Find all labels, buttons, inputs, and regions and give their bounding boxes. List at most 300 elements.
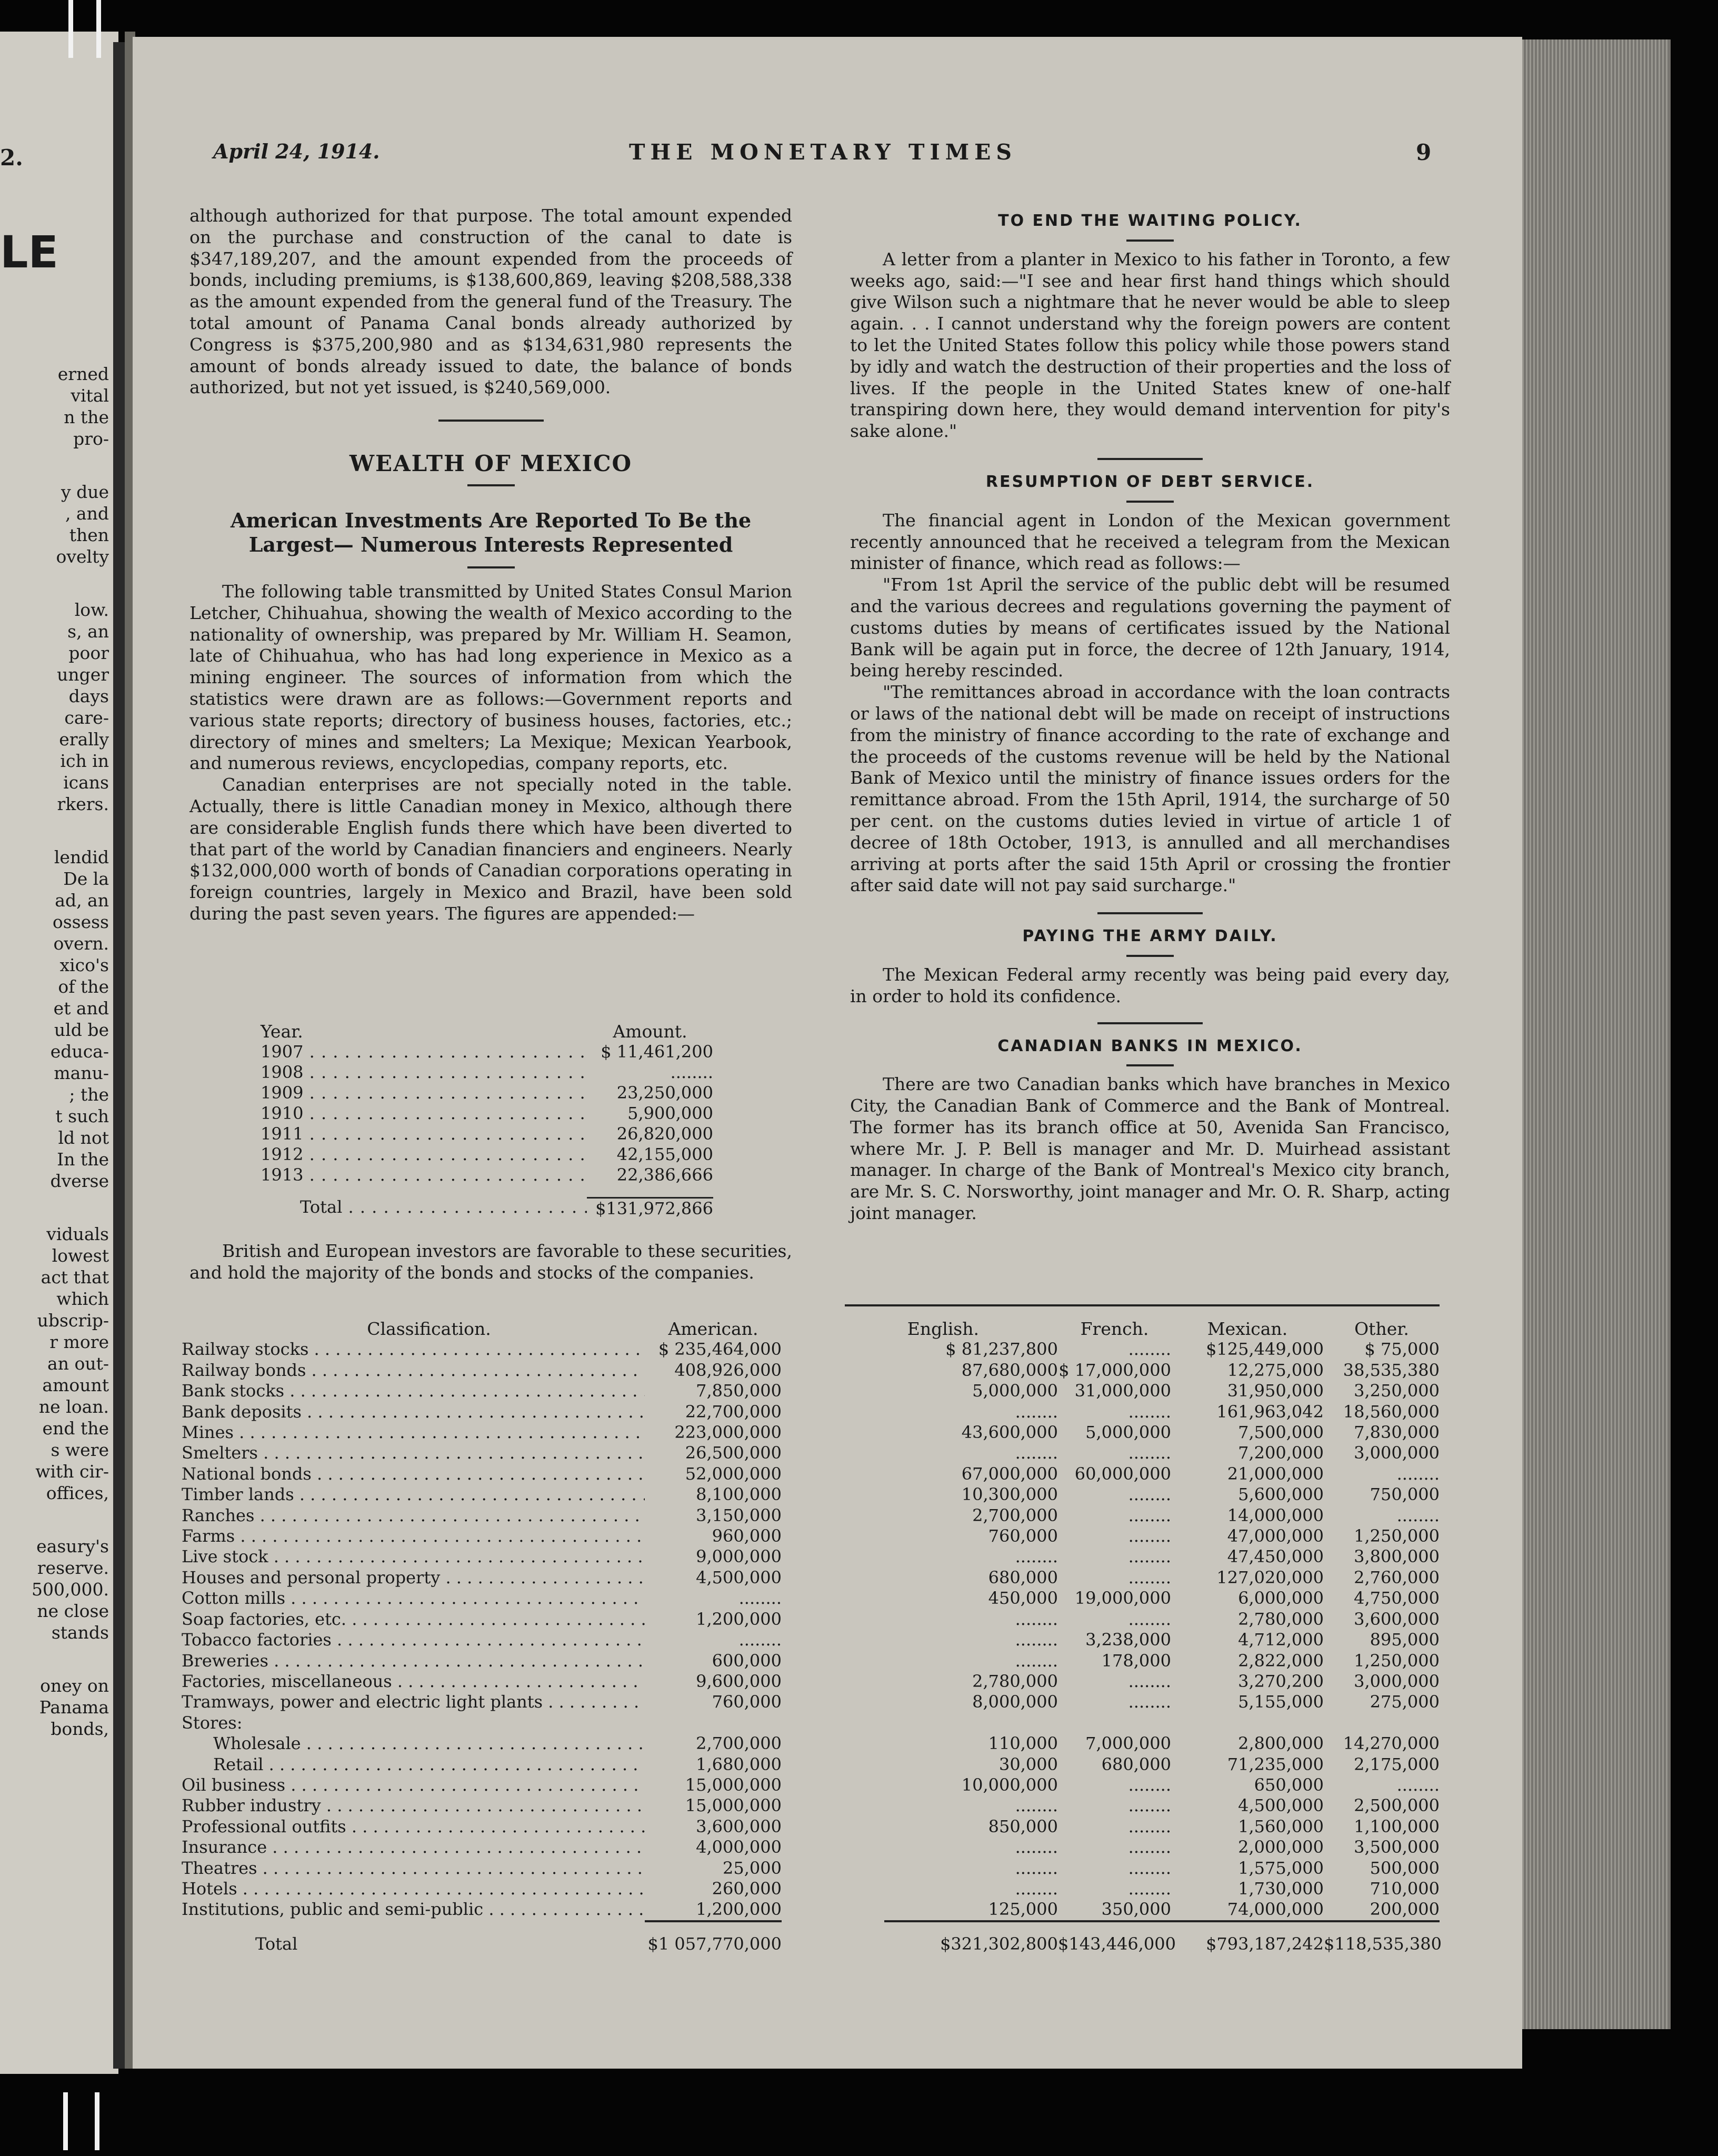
classification-cell: Soap factories, etc. . . .	[182, 1609, 645, 1630]
french-cell	[1058, 1713, 1171, 1733]
other-cell: 500,000	[1370, 1858, 1440, 1878]
english-cell: ........	[1015, 1546, 1058, 1567]
french-cell: $ 17,000,000	[1058, 1360, 1171, 1380]
english-cell: 760,000	[988, 1526, 1058, 1546]
english-cell: ........	[1015, 1630, 1058, 1650]
english-cell: ........	[1015, 1650, 1058, 1671]
french-cell: ........	[1128, 1339, 1171, 1360]
classification-cell: Live stock . . .	[182, 1546, 645, 1567]
english-cell: 10,300,000	[961, 1484, 1058, 1505]
previous-page-number: 2.	[0, 145, 23, 171]
table-row	[182, 1899, 1445, 1920]
previous-page-line: s, an	[67, 621, 109, 642]
mexican-cell: 47,000,000	[1227, 1526, 1324, 1546]
other-cell: 1,100,000	[1354, 1816, 1440, 1836]
french-cell: 3,238,000	[1085, 1630, 1171, 1650]
page-number: 9	[1416, 139, 1432, 165]
classification-cell: Railway stocks . . .	[182, 1339, 645, 1360]
previous-page-line: ubscrip-	[37, 1310, 109, 1331]
english-cell: 30,000	[999, 1754, 1058, 1774]
other-cell: 710,000	[1370, 1878, 1440, 1899]
section-paragraph: A letter from a planter in Mexico to his father in Toronto, a few weeks ago, said:—"I see and hear first hand things which should give Wilson such a nightmare that he never would be able to sleep again. . . I cannot understand why the foreign powers are content to let the United States follow this policy while those powers stand by idly and watch the destruction of their properties and the loss of lives. If the people in the United States knew of one-half transpiring down here, they would demand intervention for pity's sake alone."	[850, 248, 1450, 442]
previous-page-line: oney on	[40, 1675, 109, 1696]
american-cell: 960,000	[712, 1526, 782, 1546]
table-row	[182, 1713, 1445, 1733]
previous-page-line: unger	[57, 664, 109, 685]
previous-page-line: De la	[63, 869, 109, 889]
section-paragraph: The Mexican Federal army recently was being paid every day, in order to hold its confidence.	[850, 964, 1450, 1006]
other-cell: 1,250,000	[1354, 1650, 1440, 1671]
classification-cell: Farms . . .	[182, 1526, 645, 1546]
total-other: $118,535,380	[1324, 1933, 1442, 1954]
previous-page-line: lendid	[54, 847, 109, 867]
mexican-cell: 1,730,000	[1238, 1878, 1324, 1899]
section-paragraph: The financial agent in London of the Mexican government recently announced that he received a telegram from the Mexican minister of finance, which read as follows:—	[850, 510, 1450, 574]
american-cell: 600,000	[712, 1650, 782, 1671]
table-row	[261, 1042, 713, 1062]
previous-page-line: ossess	[52, 912, 109, 932]
total-english: $321,302,800	[940, 1933, 1058, 1954]
american-cell: ........	[738, 1588, 782, 1609]
mexican-cell: 21,000,000	[1227, 1463, 1324, 1484]
previous-page-line: s were	[51, 1440, 109, 1460]
french-cell: ........	[1128, 1484, 1171, 1505]
table-row	[261, 1062, 713, 1083]
french-cell: ........	[1128, 1837, 1171, 1858]
previous-page-line: of the	[58, 976, 109, 997]
classification-cell: Theatres . . .	[182, 1858, 645, 1879]
american-cell: 1,680,000	[696, 1754, 782, 1774]
film-mark	[68, 0, 73, 58]
other-cell: $ 75,000	[1364, 1339, 1440, 1360]
mexican-cell: 5,155,000	[1238, 1692, 1324, 1712]
american-cell: 15,000,000	[685, 1795, 782, 1816]
previous-page-line: ; the	[69, 1084, 109, 1105]
american-cell: 52,000,000	[685, 1463, 782, 1484]
previous-page-line: ovelty	[56, 546, 109, 567]
french-cell: ........	[1128, 1878, 1171, 1899]
mexican-cell: 74,000,000	[1227, 1899, 1324, 1920]
wealth-table	[182, 1319, 1445, 1954]
previous-page-line: y due	[61, 482, 109, 502]
american-cell: 1,200,000	[696, 1899, 782, 1920]
french-cell: ........	[1128, 1609, 1171, 1629]
classification-cell: Insurance . . .	[182, 1837, 645, 1858]
left-column-continued	[189, 1241, 792, 1284]
total-rule	[884, 1920, 1440, 1922]
other-cell: 18,560,000	[1343, 1401, 1440, 1422]
table-row	[182, 1795, 1445, 1816]
other-cell	[1324, 1713, 1440, 1733]
previous-page-line: care-	[64, 707, 109, 728]
previous-page-line: amount	[42, 1375, 109, 1395]
table-row	[182, 1879, 1445, 1899]
table-row	[182, 1733, 1445, 1754]
other-cell: 3,500,000	[1354, 1837, 1440, 1858]
classification-cell: Factories, miscellaneous . . .	[182, 1671, 645, 1692]
book-gutter	[113, 42, 125, 2069]
mexican-cell: 127,020,000	[1216, 1567, 1324, 1588]
mexican-cell: 2,800,000	[1238, 1733, 1324, 1754]
previous-page-line: icans	[63, 772, 109, 793]
french-cell: ........	[1128, 1692, 1171, 1712]
english-cell: 67,000,000	[961, 1463, 1058, 1484]
previous-page-line: ich in	[60, 751, 109, 771]
previous-page-heading-fragment: LE	[0, 226, 58, 278]
year-cell: 1909 . . .	[261, 1083, 587, 1103]
section-heading: CANADIAN BANKS IN MEXICO.	[997, 1036, 1303, 1055]
total-mexican: $793,187,242	[1206, 1933, 1324, 1954]
mexican-cell: 7,500,000	[1238, 1422, 1324, 1443]
section-heading: TO END THE WAITING POLICY.	[998, 212, 1302, 230]
english-cell: ........	[1015, 1443, 1058, 1463]
previous-page-line: reserve.	[37, 1558, 109, 1578]
table-row	[182, 1381, 1445, 1401]
previous-page-line: Panama	[39, 1697, 109, 1718]
american-cell: 223,000,000	[674, 1422, 782, 1443]
mexican-cell: 7,200,000	[1238, 1443, 1324, 1463]
table-row	[261, 1165, 713, 1185]
classification-cell: Houses and personal property . . .	[182, 1568, 645, 1588]
year-cell: 1910 . . .	[261, 1103, 587, 1124]
english-cell: 2,700,000	[972, 1505, 1058, 1525]
mexican-cell: 6,000,000	[1238, 1588, 1324, 1609]
amount-header: Amount.	[613, 1021, 687, 1042]
mexican-cell: 2,822,000	[1238, 1650, 1324, 1671]
american-cell: 8,100,000	[696, 1484, 782, 1505]
english-cell: 450,000	[988, 1588, 1058, 1609]
english-cell: 5,000,000	[972, 1381, 1058, 1401]
american-cell: 15,000,000	[685, 1774, 782, 1795]
total-row	[261, 1197, 713, 1219]
mexican-cell	[1171, 1713, 1324, 1733]
previous-page-line: act that	[41, 1267, 109, 1287]
total-rule	[645, 1920, 782, 1922]
other-cell: 3,250,000	[1354, 1381, 1440, 1401]
mexican-cell: 3,270,200	[1238, 1671, 1324, 1691]
french-cell: ........	[1128, 1443, 1171, 1463]
previous-page-line: with cir-	[35, 1461, 109, 1482]
table-header-row	[182, 1319, 1445, 1339]
american-header: American.	[668, 1319, 758, 1339]
table-row	[182, 1484, 1445, 1505]
previous-page-line: , and	[65, 503, 109, 524]
english-cell: ........	[1015, 1837, 1058, 1858]
classification-cell: Wholesale . . .	[182, 1733, 645, 1754]
previous-page-line: erally	[59, 729, 109, 750]
english-cell: 125,000	[988, 1899, 1058, 1920]
american-cell: 260,000	[712, 1878, 782, 1899]
classification-cell: Cotton mills . . .	[182, 1588, 645, 1609]
year-cell: 1913 . . .	[261, 1165, 587, 1185]
french-cell: ........	[1128, 1505, 1171, 1525]
american-cell: 3,150,000	[696, 1505, 782, 1525]
french-cell: 680,000	[1101, 1754, 1171, 1774]
english-cell: ........	[1015, 1609, 1058, 1629]
table-row	[182, 1609, 1445, 1630]
table-row	[182, 1671, 1445, 1692]
other-cell: 2,175,000	[1354, 1754, 1440, 1774]
table-row	[182, 1526, 1445, 1546]
english-cell: 10,000,000	[961, 1774, 1058, 1795]
french-cell: ........	[1128, 1816, 1171, 1836]
masthead-title: THE MONETARY TIMES	[629, 139, 1017, 165]
article-paragraph: British and European investors are favorable to these securities, and hold the majority of the bonds and stocks of the companies.	[189, 1241, 792, 1283]
american-cell: 1,200,000	[696, 1609, 782, 1629]
other-cell: 2,760,000	[1354, 1567, 1440, 1588]
table-top-rule	[845, 1304, 1440, 1306]
article-paragraph: The following table transmitted by United States Consul Marion Letcher, Chihuahua, showing the wealth of Mexico according to the nationality of ownership, was prepared by Mr. William H. Seamon, late of Chihuahua, who has had long experience in Mexico as a mining engineer. The sources of information from which the statistics were drawn are as follows:—Government reports and various state reports; directory of business houses, factories, etc.; directory of mines and smelters; La Mexique; Mexican Yearbook, and numerous reviews, encyclopedias, company reports, etc.	[189, 581, 792, 774]
previous-page-line: n the	[64, 407, 109, 427]
previous-page-line: erned	[57, 364, 109, 384]
previous-page-line: overn.	[53, 933, 109, 954]
table-row	[261, 1144, 713, 1165]
table-row	[182, 1630, 1445, 1650]
previous-page-line: end the	[42, 1418, 109, 1439]
left-column	[189, 205, 792, 925]
mexican-cell: 4,712,000	[1238, 1630, 1324, 1650]
french-cell: 5,000,000	[1085, 1422, 1171, 1443]
table-row	[182, 1505, 1445, 1526]
other-cell: 3,000,000	[1354, 1671, 1440, 1691]
total-french: $143,446,000	[1058, 1933, 1176, 1954]
mexican-cell: 47,450,000	[1227, 1546, 1324, 1567]
table-row	[182, 1464, 1445, 1484]
classification-cell: Breweries . . .	[182, 1651, 645, 1671]
english-cell: 110,000	[988, 1733, 1058, 1754]
total-american: $1 057,770,000	[647, 1933, 782, 1954]
french-cell: ........	[1128, 1795, 1171, 1816]
previous-page-line: et and	[53, 998, 109, 1019]
canal-paragraph: although authorized for that purpose. The total amount expended on the purchase and construction of the canal to date is $347,189,207, and the amount expended from the proceeds of bonds, including premiums, is $138,600,869, leaving $208,588,338 as the amount expended from the general fund of the Treasury. The total amount of Panama Canal bonds already authorized by Congress is $375,200,980 and as $134,631,980 represents the amount of bonds already issued to date, the balance of bonds authorized, but not yet issued, is $240,569,000.	[189, 205, 792, 398]
classification-cell: Tramways, power and electric light plants . . .	[182, 1692, 645, 1712]
mexican-cell: 650,000	[1254, 1774, 1324, 1795]
classification-cell: National bonds . . .	[182, 1464, 645, 1484]
table-row	[182, 1858, 1445, 1879]
mexican-cell: 1,575,000	[1238, 1858, 1324, 1878]
classification-cell: Oil business . . .	[182, 1775, 645, 1795]
table-row	[182, 1402, 1445, 1422]
right-column	[850, 211, 1450, 1224]
previous-page-line: xico's	[59, 955, 109, 975]
american-cell: 9,000,000	[696, 1546, 782, 1567]
american-cell: ........	[738, 1630, 782, 1650]
section-paragraph: "From 1st April the service of the public debt will be resumed and the various decrees and regulations governing the payment of customs duties by means of certificates issued by the National Bank will be again put in force, the decree of 12th January, 1914, being hereby rescinded.	[850, 574, 1450, 681]
classification-header: Classification.	[367, 1319, 491, 1339]
previous-page-line: vital	[71, 385, 109, 406]
french-cell: 7,000,000	[1085, 1733, 1171, 1754]
previous-page-line: viduals	[46, 1224, 109, 1244]
english-cell: 43,600,000	[961, 1422, 1058, 1443]
article-subtitle: American Investments Are Reported To Be the Largest— Numerous Interests Represented	[230, 508, 752, 556]
english-header: English.	[907, 1319, 979, 1339]
table-row	[182, 1775, 1445, 1795]
classification-cell: Timber lands . . .	[182, 1484, 645, 1505]
french-cell: ........	[1128, 1546, 1171, 1567]
previous-page-line: rkers.	[57, 794, 109, 814]
classification-cell: Smelters . . .	[182, 1443, 645, 1463]
other-cell: 200,000	[1370, 1899, 1440, 1920]
english-cell: 87,680,000	[961, 1360, 1058, 1380]
previous-page-line: then	[69, 525, 109, 545]
mexican-cell: 4,500,000	[1238, 1795, 1324, 1816]
classification-cell: Rubber industry . . .	[182, 1795, 645, 1816]
year-cell: 1907 . . .	[261, 1042, 587, 1062]
film-mark	[96, 0, 101, 58]
previous-page-line: poor	[68, 643, 109, 663]
classification-cell: Bank deposits . . .	[182, 1402, 645, 1422]
previous-page-line: offices,	[46, 1483, 109, 1503]
french-cell: ........	[1128, 1671, 1171, 1691]
table-row	[261, 1124, 713, 1144]
previous-page-line: days	[68, 686, 109, 706]
amount-cell: 23,250,000	[616, 1083, 713, 1103]
english-cell: ........	[1015, 1795, 1058, 1816]
other-cell: 275,000	[1370, 1692, 1440, 1712]
previous-page-line: bonds,	[51, 1719, 109, 1739]
amount-cell: 22,386,666	[616, 1165, 713, 1185]
year-cell: 1911 . . .	[261, 1124, 587, 1144]
classification-cell: Railway bonds . . .	[182, 1360, 645, 1381]
other-header: Other.	[1354, 1319, 1409, 1339]
amount-cell: 26,820,000	[616, 1124, 713, 1144]
table-row	[261, 1083, 713, 1103]
mexican-cell: 5,600,000	[1238, 1484, 1324, 1505]
classification-cell: Professional outfits . . .	[182, 1816, 645, 1837]
american-cell: 760,000	[712, 1692, 782, 1712]
american-cell: 22,700,000	[685, 1401, 782, 1422]
french-cell: ........	[1128, 1567, 1171, 1588]
american-cell: 7,850,000	[696, 1381, 782, 1401]
french-cell: ........	[1128, 1858, 1171, 1878]
english-cell: ........	[1015, 1878, 1058, 1899]
classification-cell: Hotels . . .	[182, 1879, 645, 1899]
previous-page-line: an out-	[47, 1353, 109, 1374]
other-cell: 3,600,000	[1354, 1609, 1440, 1629]
mexican-cell: 1,560,000	[1238, 1816, 1324, 1836]
other-cell: 1,250,000	[1354, 1526, 1440, 1546]
table-row	[182, 1837, 1445, 1858]
previous-page-line: t such	[55, 1106, 109, 1126]
previous-page-line: low.	[74, 600, 109, 620]
issue-date: April 24, 1914.	[213, 139, 380, 163]
french-cell: ........	[1128, 1401, 1171, 1422]
other-cell: ........	[1396, 1463, 1440, 1484]
other-cell: 2,500,000	[1354, 1795, 1440, 1816]
table-row	[182, 1339, 1445, 1360]
english-cell: ........	[1015, 1858, 1058, 1878]
classification-cell: Institutions, public and semi-public . . .	[182, 1899, 645, 1920]
other-cell: 3,800,000	[1354, 1546, 1440, 1567]
classification-cell: Stores:	[182, 1712, 243, 1733]
table-row	[182, 1816, 1445, 1837]
american-cell: 4,000,000	[696, 1837, 782, 1858]
total-value: $131,972,866	[587, 1197, 713, 1219]
previous-page-line: lowest	[52, 1245, 109, 1266]
total-label: Total . . .	[300, 1197, 587, 1219]
section-heading: RESUMPTION OF DEBT SERVICE.	[985, 472, 1315, 491]
previous-page-line: 500,000.	[32, 1579, 109, 1600]
year-cell: 1908 . . .	[261, 1062, 587, 1083]
previous-page-line: pro-	[73, 428, 109, 449]
mexican-cell: 31,950,000	[1227, 1381, 1324, 1401]
previous-page-line: ad, an	[55, 890, 109, 911]
year-header: Year.	[261, 1021, 303, 1042]
english-cell: 680,000	[988, 1567, 1058, 1588]
table-row	[261, 1103, 713, 1124]
french-cell: 178,000	[1101, 1650, 1171, 1671]
amount-cell: $ 11,461,200	[601, 1042, 713, 1062]
previous-page-line: In the	[57, 1149, 109, 1170]
section-paragraph: There are two Canadian banks which have branches in Mexico City, the Canadian Bank of Commerce and the Bank of Montreal. The former has its branch office at 50, Avenida San Francisco, where Mr. J. P. Bell is manager and Mr. D. Muirhead assistant manager. In charge of the Bank of Montreal's Mexico city branch, are Mr. S. C. Norsworthy, joint manager and Mr. O. R. Sharp, acting joint manager.	[850, 1074, 1450, 1224]
french-cell: ........	[1128, 1774, 1171, 1795]
english-cell	[782, 1713, 1058, 1733]
classification-cell: Mines . . .	[182, 1422, 645, 1443]
previous-page-line: ld not	[58, 1127, 109, 1148]
bond-sales-table	[261, 1021, 713, 1219]
table-row	[182, 1443, 1445, 1463]
table-row	[182, 1360, 1445, 1381]
article-paragraph: Canadian enterprises are not specially noted in the table. Actually, there is little Canadian money in Mexico, although there are considerable English funds there which have been diverted to that part of the world by Canadian financiers and engineers. Nearly $132,000,000 worth of bonds of Canadian corporations operating in foreign countries, largely in Mexico and Brazil, have been sold during the past seven years. The figures are appended:—	[189, 774, 792, 924]
classification-cell: Ranches . . .	[182, 1505, 645, 1526]
american-cell: 2,700,000	[696, 1733, 782, 1754]
french-cell: 31,000,000	[1074, 1381, 1171, 1401]
previous-page-line: which	[56, 1289, 109, 1309]
classification-cell: Retail . . .	[182, 1754, 645, 1775]
amount-cell: 42,155,000	[616, 1144, 713, 1164]
mexican-cell: $125,449,000	[1206, 1339, 1324, 1360]
american-cell	[645, 1713, 782, 1733]
mexican-cell: 2,780,000	[1238, 1609, 1324, 1629]
amount-cell: ........	[670, 1062, 713, 1082]
table-row	[182, 1568, 1445, 1588]
table-header	[261, 1021, 713, 1042]
film-mark	[95, 2092, 99, 2150]
classification-cell: Tobacco factories . . .	[182, 1630, 645, 1650]
american-cell: 4,500,000	[696, 1567, 782, 1588]
previous-page-line: dverse	[50, 1171, 109, 1191]
total-label: Total	[255, 1933, 298, 1954]
mexican-cell: 14,000,000	[1227, 1505, 1324, 1525]
classification-cell: Bank stocks . . .	[182, 1381, 645, 1401]
other-cell: 895,000	[1370, 1630, 1440, 1650]
american-cell: 3,600,000	[696, 1816, 782, 1836]
amount-cell: 5,900,000	[627, 1103, 713, 1123]
other-cell: ........	[1396, 1505, 1440, 1525]
french-header: French.	[1080, 1319, 1149, 1339]
mexican-cell: 2,000,000	[1238, 1837, 1324, 1858]
section-heading: PAYING THE ARMY DAILY.	[1022, 927, 1278, 946]
previous-page-line: uld be	[54, 1020, 109, 1040]
table-row	[182, 1692, 1445, 1712]
french-cell: 60,000,000	[1074, 1463, 1171, 1484]
other-cell: 14,270,000	[1343, 1733, 1440, 1754]
american-cell: 9,600,000	[696, 1671, 782, 1691]
other-cell: 7,830,000	[1354, 1422, 1440, 1443]
french-cell: 350,000	[1101, 1899, 1171, 1920]
english-cell: $ 81,237,800	[945, 1339, 1058, 1360]
previous-page-fragment	[0, 32, 118, 2074]
table-row	[182, 1754, 1445, 1775]
table-row	[182, 1588, 1445, 1609]
other-cell: ........	[1396, 1774, 1440, 1795]
section-paragraph: "The remittances abroad in accordance with the loan contracts or laws of the national debt will be made on receipt of instructions from the ministry of finance according to the rate of exchange and the proceeds of the customs revenue will be held by the National Bank of Mexico until the ministry of finance issues orders for the remittance abroad. From the 15th April, 1914, the surcharge of 50 per cent. on the customs duties levied in virtue of article 1 of decree of 18th October, 1913, is annulled and all merchandises arriving at ports after the said 15th April or crossing the frontier after said date will not pay said surcharge."	[850, 682, 1450, 896]
year-cell: 1912 . . .	[261, 1144, 587, 1165]
english-cell: 2,780,000	[972, 1671, 1058, 1691]
previous-page-line: manu-	[54, 1063, 109, 1083]
mexican-cell: 161,963,042	[1216, 1401, 1324, 1422]
french-cell: ........	[1128, 1526, 1171, 1546]
